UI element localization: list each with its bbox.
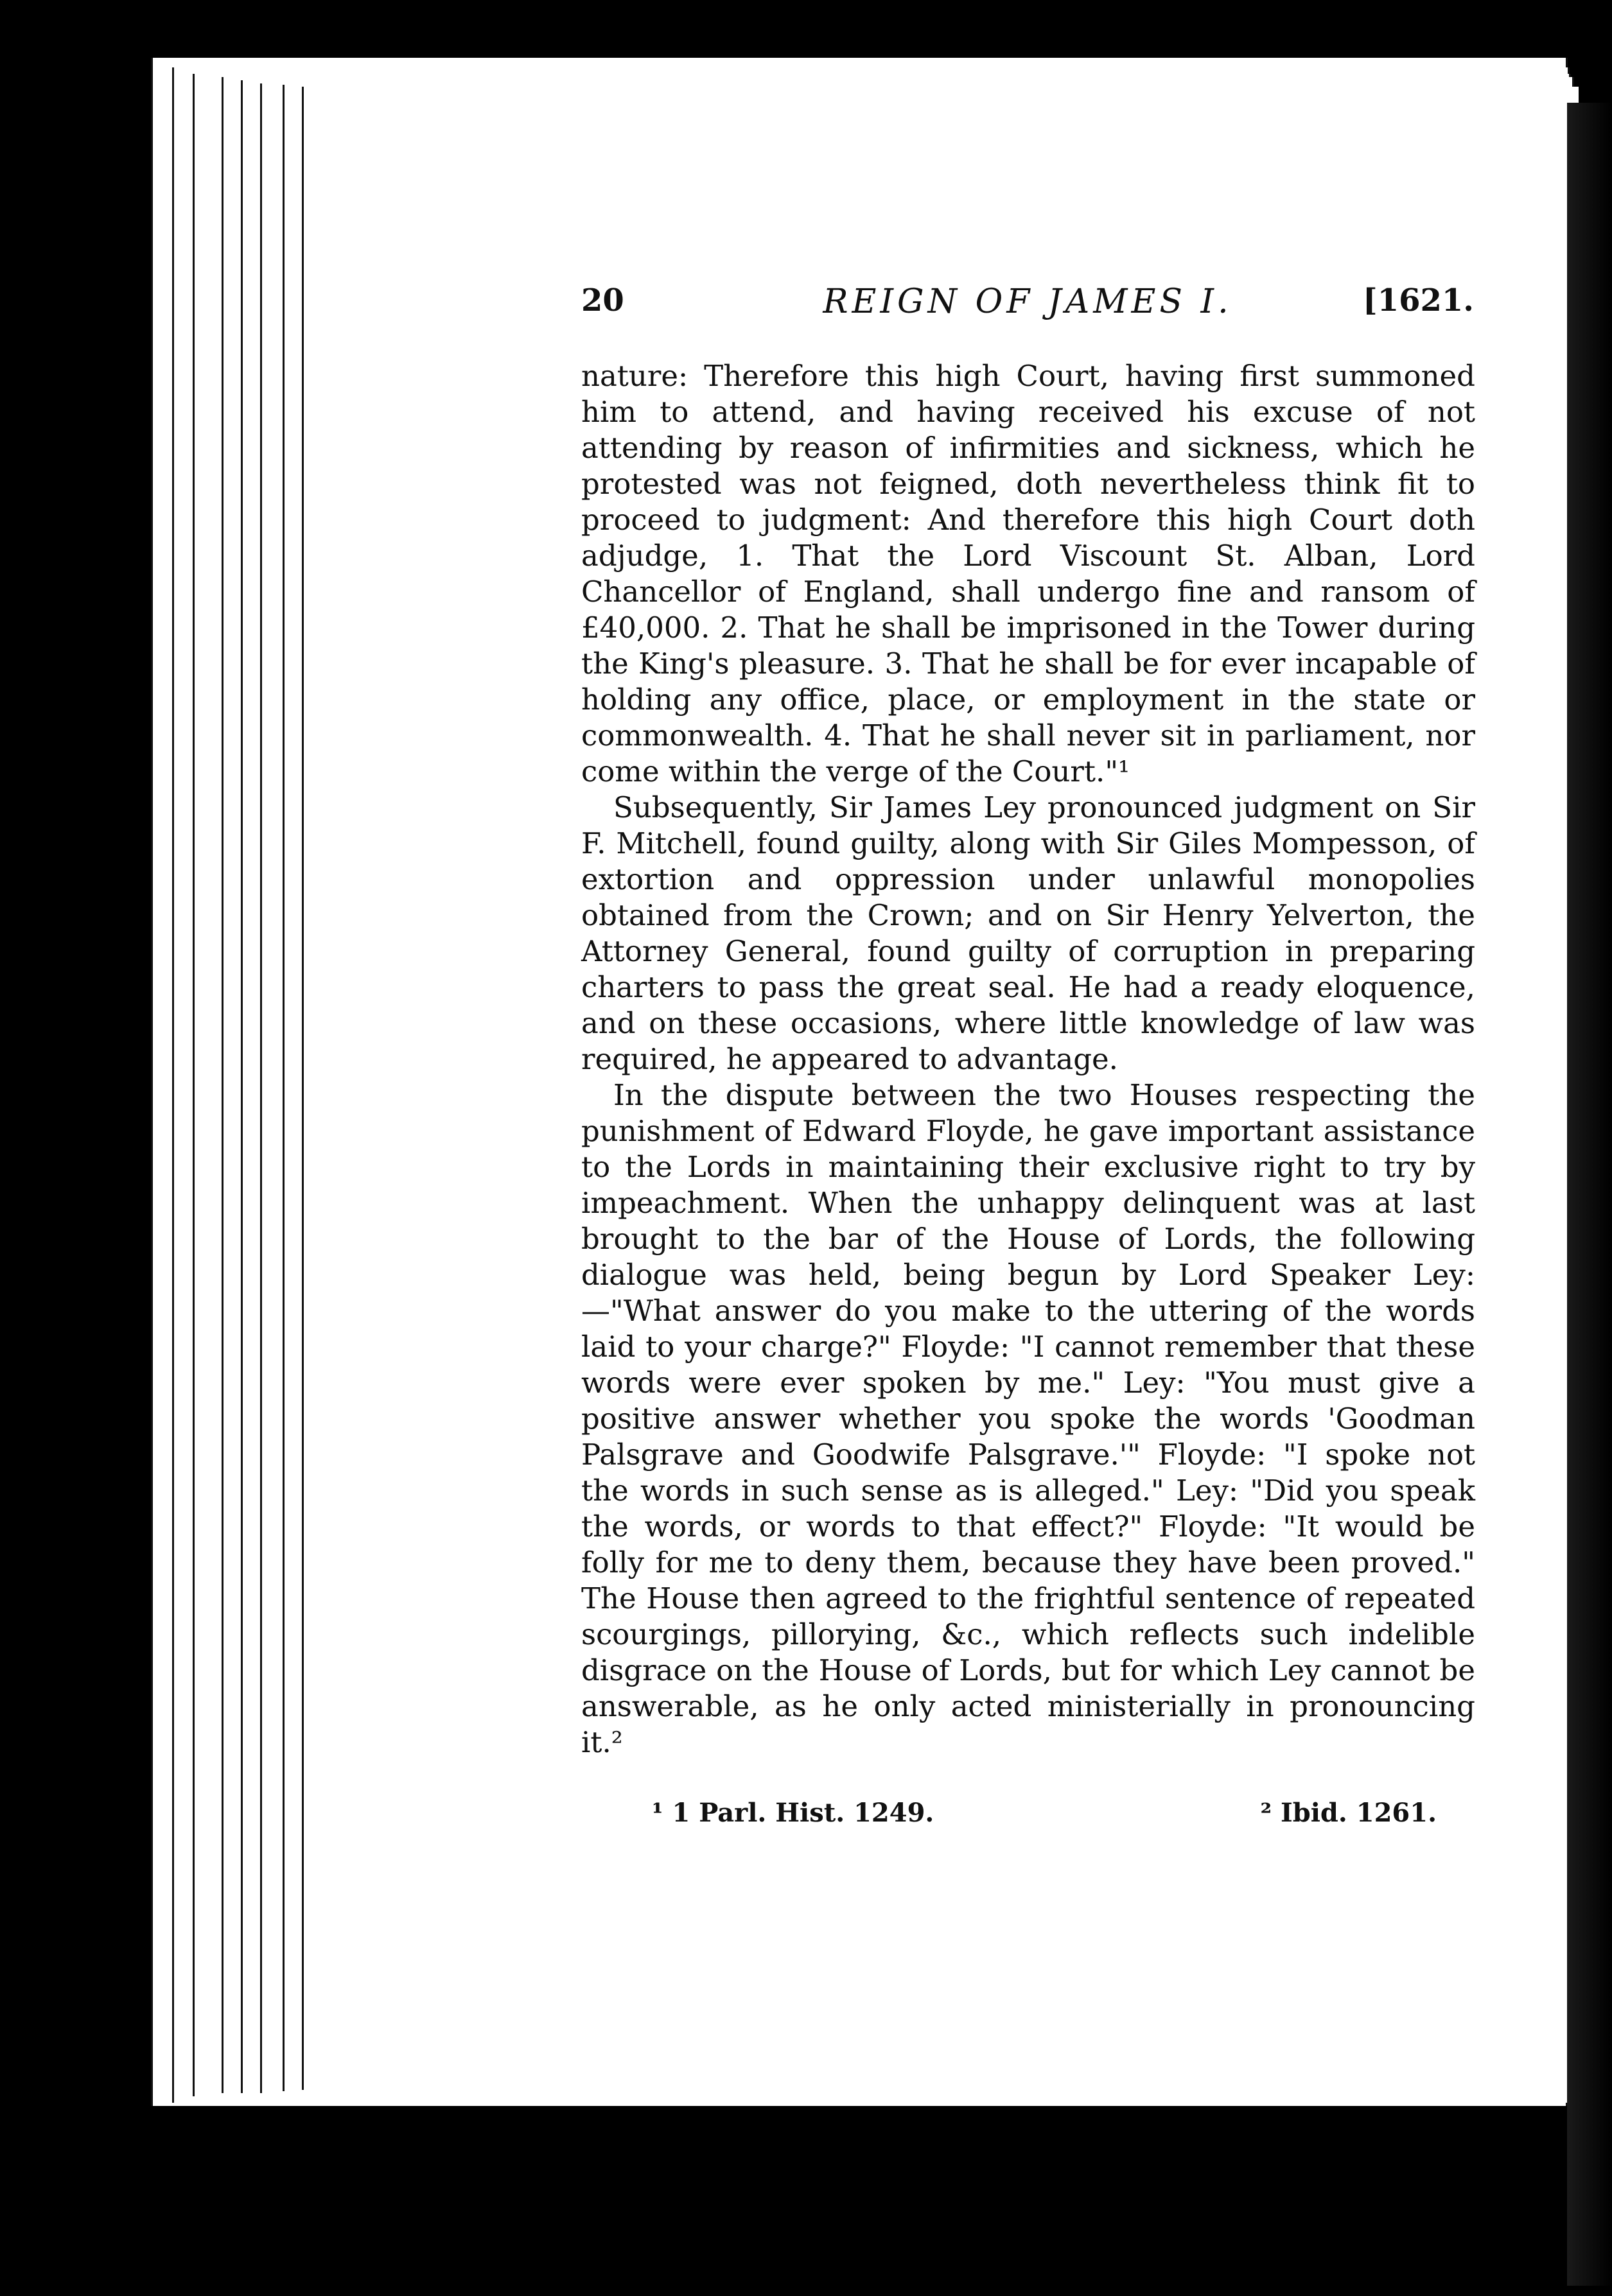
footnote-2: ² Ibid. 1261. bbox=[1260, 1798, 1437, 1828]
footnote-1: ¹ 1 Parl. Hist. 1249. bbox=[652, 1798, 934, 1828]
running-head bbox=[581, 283, 1474, 327]
running-title: REIGN OF JAMES I. bbox=[823, 283, 1232, 321]
page-number: 20 bbox=[581, 283, 624, 318]
paragraph-3: In the dispute between the two Houses respecting the punishment of Edward Floyde, he gave important assistance to the Lords in maintaining their exclusive right to try by impeachment. When the unhappy delinquent was at last brought to the bar of the House of Lords, the following dialogue was held, being begun by Lord Speaker Ley:—"What answer do you make to the uttering of the words laid to your charge?" Floyde: "I cannot remember that these words were ever spoken by me." Ley: "You must give a positive answer whether you spoke the words 'Goodman Palsgrave and Goodwife Palsgrave.'" Floyde: "I spoke not the words in such sense as is alleged." Ley: "Did you speak the words, or words to that effect?" Floyde: "It would be folly for me to deny them, because they have been proved." The House then agreed to the frightful sentence of repeated scourgings, pillorying, &c., which reflects such indelible disgrace on the House of Lords, but for which Ley cannot be answerable, as he only acted ministerially in pronouncing it.² bbox=[581, 1078, 1475, 1759]
book-spine-shadow bbox=[1567, 103, 1612, 2286]
running-year: [1621. bbox=[1362, 283, 1474, 318]
body-text bbox=[581, 358, 1475, 1761]
footnotes bbox=[581, 1798, 1475, 1836]
paragraph-1: nature: Therefore this high Court, having first summoned him to attend, and having received his excuse of not attending by reason of infirmities and sickness, which he protested was not feigned, doth nevertheless think fit to proceed to judgment: And therefore this high Court doth adjudge, 1. That the Lord Viscount St. Alban, Lord Chancellor of England, shall undergo fine and ransom of £40,000. 2. That he shall be imprisoned in the Tower during the King's pleasure. 3. That he shall be for ever incapable of holding any office, place, or employment in the state or commonwealth. 4. That he shall never sit in parliament, nor come within the verge of the Court."¹ bbox=[581, 359, 1475, 788]
paragraph-2: Subsequently, Sir James Ley pronounced judgment on Sir F. Mitchell, found guilty, along with Sir Giles Mompesson, of extortion and oppression under unlawful monopolies obtained from the Crown; and on Sir Henry Yelverton, the Attorney General, found guilty of corruption in preparing charters to pass the great seal. He had a ready eloquence, and on these occasions, where little knowledge of law was required, he appeared to advantage. bbox=[581, 790, 1475, 1076]
